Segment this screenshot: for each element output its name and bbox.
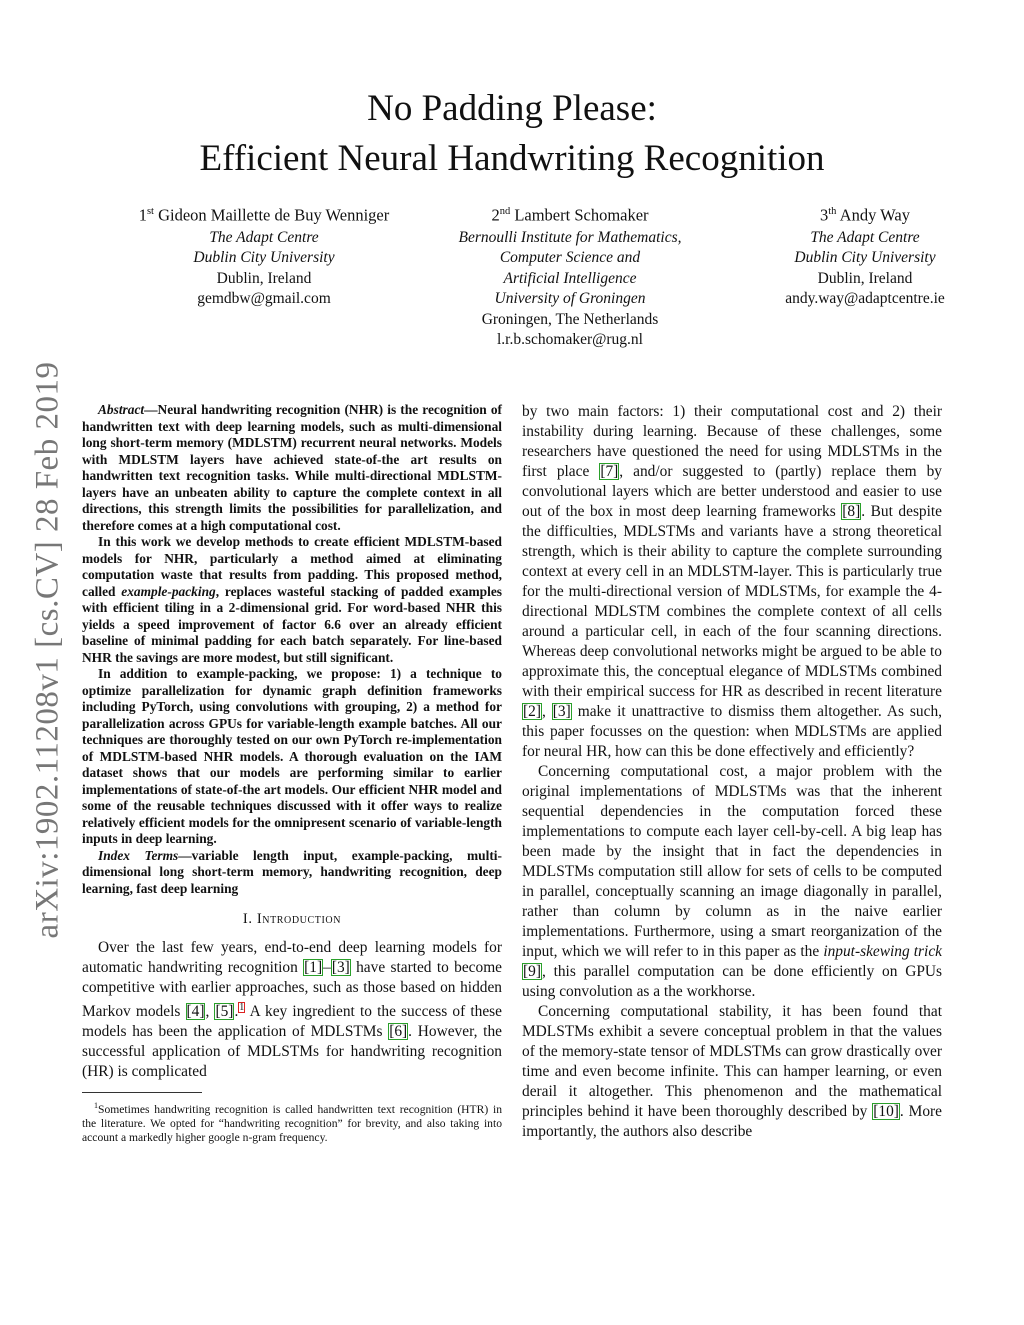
author-affiliation: Dublin City University [193, 249, 335, 266]
author-affiliation: Bernoulli Institute for Mathematics, [458, 228, 682, 246]
author-location: Dublin, Ireland [817, 269, 913, 287]
author-affiliation: The Adapt Centre [209, 228, 319, 246]
author-location: Dublin, Ireland [216, 269, 312, 287]
author-location: Groningen, The Netherlands [481, 310, 659, 328]
citation-link[interactable]: [1] [304, 959, 323, 976]
right-paragraph-1: by two main factors: 1) their computational cost and 2) their instability during learning. Because of these challenges, some researchers have questioned the need for using MDLSTMs in the first place [7], and/or suggested to (partly) replace them by convolutional layers which are better understood and easier to use out of the box in most deep learning frameworks [8]. But despite the difficulties, MDLSTMs and variants have a strong theoretical strength, which is their ability to capture the complete surrounding context at every cell in an MDLSTM-layer. This is particularly true for the multi-directional version of MDLSTMs, for example the 4-directional MDLSTM combines the complete context of all cells around a particular cell, in each of the four scanning directions. Whereas deep convolutional networks might be argued to be able to approximate this, the conceptual elegance of MDLSTMs combined with their empirical success for HR as described in recent literature [2], [3] make it unattractive to dismiss them altogether. As such, this paper focusses on the question: when MDLSTMs are applied for neural HR, how can this be done effectively and efficiently? [522, 403, 943, 760]
author-affiliation: The Adapt Centre [810, 228, 920, 246]
author-email: gemdbw@gmail.com [197, 290, 331, 307]
citation-link[interactable]: [4] [186, 1003, 205, 1021]
citation-link[interactable]: [8] [842, 503, 861, 520]
author-affiliation: Artificial Intelligence [503, 269, 637, 287]
right-column [522, 402, 942, 1142]
footnote: $^1$Sometimes handwriting recognition is called handwritten text recognition (HTR) in the literature. We opted for “handwriting recognition” for brevity, and also taking into account a markedly higher google n-gram frequency. [82, 1101, 502, 1145]
author-email: l.r.b.schomaker@rug.nl [497, 331, 643, 348]
author-email: andy.way@adaptcentre.ie [785, 290, 945, 307]
citation-link[interactable]: [2] [523, 703, 541, 720]
abstract-label: Abstract [98, 402, 145, 417]
citation-link[interactable]: [6] [389, 1023, 408, 1041]
footnote-mark: 1 [94, 1101, 98, 1111]
index-terms-label: Index Terms [98, 847, 179, 863]
left-column [82, 402, 502, 1146]
author-affiliation: Computer Science and [499, 249, 641, 266]
author-name: 2nd Lambert Schomaker [491, 205, 649, 225]
author-block-2 [430, 200, 710, 351]
author-affiliation: University of Groningen [494, 290, 646, 307]
intro-paragraph-1: Over the last few years, end-to-end deep learning models for automatic handwriting recognition [1]–[3] have started to become competitive with earlier approaches, such as those based on hidden Markov models [4], [5].$^1$ A key ingredient to the success of these models has been the application of MDLSTMs [6]. However, the successful application of MDLSTMs for handwriting recognition (HR) is complicated [82, 939, 502, 1081]
arxiv-identifier-stamp: arXiv:1902.11208v1 [cs.CV] 28 Feb 2019 [29, 361, 66, 939]
author-affiliation: Dublin City University [794, 249, 936, 266]
citation-link[interactable]: [3] [552, 703, 571, 720]
title-line-1: No Padding Please: [367, 88, 657, 129]
paper-title [0, 84, 1024, 184]
abstract [82, 402, 502, 897]
footnote-link[interactable]: 1 [239, 1002, 245, 1013]
title-line-2: Efficient Neural Handwriting Recognition [199, 138, 825, 179]
author-block-3 [720, 200, 1010, 310]
footnote-divider [82, 1092, 202, 1093]
abstract-paragraph-1: Abstract—Neural handwriting recognition (NHR) is the recognition of handwritten text with deep learning models, such as multi-dimensional long short-term memory (MDLSTM) recurrent neural networks. Models with MDLSTM layers have achieved state-of-the art results on handwritten text recognition tasks. While multi-directional MDLSTM-layers have an unbeaten ability to capture the complete context in all directions, this strength limits the possibilities for parallelization, and therefore comes at a high computational cost. [82, 402, 502, 533]
citation-link[interactable]: [3] [331, 959, 350, 976]
citation-link[interactable]: [9] [523, 963, 541, 980]
right-paragraph-2: Concerning computational cost, a major problem with the original implementations of MDLSTMs was that the inherent sequential dependencies in the computation forced these implementations to compute each layer cell-by-cell. A big leap has been made by the insight that in fact the dependencies in MDLSTMs computation still allow for sets of cells to be computed in parallel, conceptually scanning an image diagonally in parallel, rather than column by column as in the naive earlier implementations. Furthermore, using a smart reorganization of the input, which we will refer to in this paper as the input-skewing trick [9], this parallel computation can be done efficiently on GPUs using convolution as a the workhorse. [522, 763, 942, 1000]
abstract-paragraph-3: In addition to example-packing, we propose: 1) a technique to optimize parallelization for dynamic graph definition frameworks including PyTorch, using convolutions with grouping, 2) a method for parallelization across GPUs for variable-length example batches. All our techniques are thoroughly tested on our own PyTorch re-implementation of MDLSTM-based NHR models. A thorough evaluation on the IAM dataset shows that our models are performing similar to earlier implementations of state-of-the art models. Our efficient NHR model and some of the reusable techniques discussed with it offer ways to realize relatively efficient models for the omnipresent scenario of variable-length inputs in deep learning. [82, 666, 502, 846]
right-paragraph-3: Concerning computational stability, it has been found that MDLSTMs exhibit a severe conceptual problem in that the values of the memory-state tensor of MDLSTMs can grow drastically over time and even become infinite. This can hamper learning, or even derail it altogether. This phenomenon and the mathematical principles behind it have been thoroughly described by [10]. More importantly, the authors also describe [522, 1003, 942, 1140]
section-heading: I. Introduction [242, 911, 342, 927]
author-name: 3th Andy Way [820, 205, 910, 225]
abstract-paragraph-2: In this work we develop methods to create efficient MDLSTM-based models for NHR, particularly a method aimed at eliminating computation waste that results from padding. This proposed method, called example-packing, replaces wasteful stacking of padded examples with efficient tiling in a 2-dimensional grid. For word-based NHR this yields a speed improvement of factor 6.6 over an already efficient baseline of minimal padding for each batch separately. For line-based NHR the savings are more modest, but still significant. [82, 534, 502, 665]
intro-left-text [82, 938, 502, 1082]
author-block-1 [114, 200, 414, 310]
citation-link[interactable]: [7] [600, 463, 619, 480]
author-name: 1st Gideon Maillette de Buy Wenniger [138, 205, 390, 225]
citation-link[interactable]: [10] [873, 1103, 899, 1120]
citation-link[interactable]: [5] [215, 1003, 234, 1021]
index-terms: Index Terms—variable length input, example-packing, multi-dimensional long short-term memory, handwriting recognition, deep learning, fast deep learning [82, 847, 502, 896]
